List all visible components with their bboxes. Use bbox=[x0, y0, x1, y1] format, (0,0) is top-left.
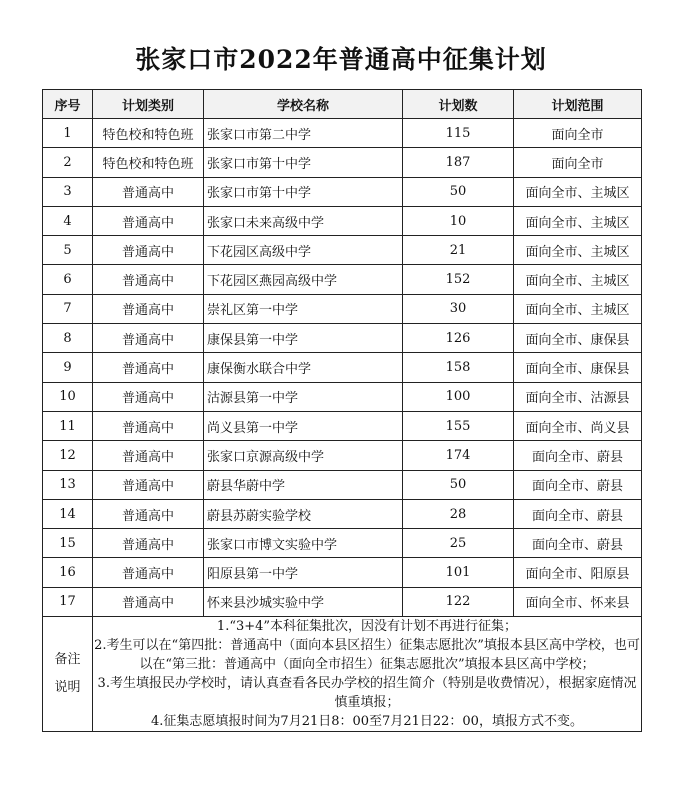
cell-school: 张家口市博文实验中学 bbox=[204, 529, 403, 558]
cell-count: 101 bbox=[403, 558, 514, 587]
cell-scope: 面向全市、沽源县 bbox=[514, 382, 642, 411]
cell-type: 普通高中 bbox=[93, 294, 204, 323]
cell-scope: 面向全市、蔚县 bbox=[514, 470, 642, 499]
cell-seq: 11 bbox=[43, 411, 93, 440]
cell-type: 普通高中 bbox=[93, 206, 204, 235]
cell-type: 特色校和特色班 bbox=[93, 148, 204, 177]
table-row bbox=[43, 441, 642, 470]
table-row bbox=[43, 119, 642, 148]
table-row bbox=[43, 499, 642, 528]
notes-label bbox=[43, 617, 93, 732]
cell-school: 张家口未来高级中学 bbox=[204, 206, 403, 235]
notes-label-line-1: 备注 bbox=[54, 652, 81, 668]
cell-count: 50 bbox=[403, 177, 514, 206]
cell-scope: 面向全市、怀来县 bbox=[514, 587, 642, 616]
cell-school: 沽源县第一中学 bbox=[204, 382, 403, 411]
cell-scope: 面向全市、阳原县 bbox=[514, 558, 642, 587]
cell-seq: 12 bbox=[43, 441, 93, 470]
cell-school: 张家口市第十中学 bbox=[204, 148, 403, 177]
cell-count: 21 bbox=[403, 236, 514, 265]
cell-seq: 8 bbox=[43, 324, 93, 353]
cell-scope: 面向全市、尚义县 bbox=[514, 411, 642, 440]
cell-type: 普通高中 bbox=[93, 558, 204, 587]
cell-type: 普通高中 bbox=[93, 265, 204, 294]
cell-type: 特色校和特色班 bbox=[93, 119, 204, 148]
header-count: 计划数 bbox=[403, 90, 514, 119]
cell-scope: 面向全市、主城区 bbox=[514, 236, 642, 265]
header-seq: 序号 bbox=[43, 90, 93, 119]
cell-school: 张家口市第十中学 bbox=[204, 177, 403, 206]
table-row bbox=[43, 353, 642, 382]
header-school: 学校名称 bbox=[204, 90, 403, 119]
cell-count: 115 bbox=[403, 119, 514, 148]
cell-seq: 1 bbox=[43, 119, 93, 148]
cell-count: 152 bbox=[403, 265, 514, 294]
note-line-4: 4.征集志愿填报时间为7月21日8：00至7月21日22：00，填报方式不变。 bbox=[151, 714, 583, 730]
cell-type: 普通高中 bbox=[93, 587, 204, 616]
cell-count: 187 bbox=[403, 148, 514, 177]
cell-count: 174 bbox=[403, 441, 514, 470]
cell-school: 张家口京源高级中学 bbox=[204, 441, 403, 470]
table-row bbox=[43, 177, 642, 206]
cell-count: 100 bbox=[403, 382, 514, 411]
cell-type: 普通高中 bbox=[93, 411, 204, 440]
cell-count: 28 bbox=[403, 499, 514, 528]
cell-seq: 13 bbox=[43, 470, 93, 499]
cell-seq: 5 bbox=[43, 236, 93, 265]
cell-school: 康保衡水联合中学 bbox=[204, 353, 403, 382]
cell-scope: 面向全市、蔚县 bbox=[514, 499, 642, 528]
table-row bbox=[43, 470, 642, 499]
cell-type: 普通高中 bbox=[93, 324, 204, 353]
cell-school: 崇礼区第一中学 bbox=[204, 294, 403, 323]
note-line-2: 2.考生可以在“第四批：普通高中（面向本县区招生）征集志愿批次”填报本县区高中学校，也可以在“第三批：普通高中（面向全市招生）征集志愿批次”填报本县区高中学校； bbox=[94, 638, 640, 673]
cell-seq: 6 bbox=[43, 265, 93, 294]
plan-table bbox=[42, 89, 642, 732]
notes-label-line-2: 说明 bbox=[54, 680, 81, 696]
table-row bbox=[43, 382, 642, 411]
cell-school: 尚义县第一中学 bbox=[204, 411, 403, 440]
cell-school: 蔚县苏蔚实验学校 bbox=[204, 499, 403, 528]
cell-scope: 面向全市、康保县 bbox=[514, 324, 642, 353]
cell-count: 158 bbox=[403, 353, 514, 382]
table-row bbox=[43, 265, 642, 294]
note-line-1: 1.“3+4”本科征集批次，因没有计划不再进行征集； bbox=[216, 619, 518, 635]
cell-type: 普通高中 bbox=[93, 236, 204, 265]
header-type: 计划类别 bbox=[93, 90, 204, 119]
cell-school: 蔚县华蔚中学 bbox=[204, 470, 403, 499]
table-row bbox=[43, 294, 642, 323]
cell-type: 普通高中 bbox=[93, 529, 204, 558]
cell-type: 普通高中 bbox=[93, 177, 204, 206]
cell-seq: 14 bbox=[43, 499, 93, 528]
cell-scope: 面向全市、主城区 bbox=[514, 206, 642, 235]
cell-scope: 面向全市、蔚县 bbox=[514, 529, 642, 558]
cell-count: 30 bbox=[403, 294, 514, 323]
note-line-3: 3.考生填报民办学校时，请认真查看各民办学校的招生简介（特别是收费情况），根据家庭情况慎重填报； bbox=[97, 676, 637, 711]
table-row bbox=[43, 148, 642, 177]
table-row bbox=[43, 324, 642, 353]
cell-scope: 面向全市、主城区 bbox=[514, 265, 642, 294]
cell-count: 155 bbox=[403, 411, 514, 440]
cell-type: 普通高中 bbox=[93, 382, 204, 411]
cell-count: 122 bbox=[403, 587, 514, 616]
notes-content bbox=[93, 617, 642, 732]
cell-seq: 2 bbox=[43, 148, 93, 177]
header-scope: 计划范围 bbox=[514, 90, 642, 119]
cell-school: 康保县第一中学 bbox=[204, 324, 403, 353]
table-header-row bbox=[43, 90, 642, 119]
cell-seq: 16 bbox=[43, 558, 93, 587]
cell-seq: 9 bbox=[43, 353, 93, 382]
cell-school: 下花园区燕园高级中学 bbox=[204, 265, 403, 294]
page-title: 张家口市2022年普通高中征集计划 bbox=[135, 45, 547, 74]
cell-seq: 15 bbox=[43, 529, 93, 558]
table-row bbox=[43, 587, 642, 616]
cell-scope: 面向全市、主城区 bbox=[514, 294, 642, 323]
cell-count: 126 bbox=[403, 324, 514, 353]
cell-scope: 面向全市、蔚县 bbox=[514, 441, 642, 470]
cell-count: 10 bbox=[403, 206, 514, 235]
cell-school: 怀来县沙城实验中学 bbox=[204, 587, 403, 616]
cell-scope: 面向全市 bbox=[514, 119, 642, 148]
cell-seq: 3 bbox=[43, 177, 93, 206]
table-row bbox=[43, 529, 642, 558]
cell-seq: 4 bbox=[43, 206, 93, 235]
cell-type: 普通高中 bbox=[93, 441, 204, 470]
cell-type: 普通高中 bbox=[93, 470, 204, 499]
table-row bbox=[43, 236, 642, 265]
cell-seq: 10 bbox=[43, 382, 93, 411]
cell-count: 50 bbox=[403, 470, 514, 499]
table-row bbox=[43, 558, 642, 587]
cell-scope: 面向全市、主城区 bbox=[514, 177, 642, 206]
notes-row bbox=[43, 617, 642, 732]
table-row bbox=[43, 411, 642, 440]
cell-school: 下花园区高级中学 bbox=[204, 236, 403, 265]
cell-scope: 面向全市 bbox=[514, 148, 642, 177]
cell-seq: 17 bbox=[43, 587, 93, 616]
cell-seq: 7 bbox=[43, 294, 93, 323]
table-row bbox=[43, 206, 642, 235]
cell-school: 张家口市第二中学 bbox=[204, 119, 403, 148]
cell-type: 普通高中 bbox=[93, 353, 204, 382]
cell-school: 阳原县第一中学 bbox=[204, 558, 403, 587]
cell-count: 25 bbox=[403, 529, 514, 558]
cell-scope: 面向全市、康保县 bbox=[514, 353, 642, 382]
cell-type: 普通高中 bbox=[93, 499, 204, 528]
